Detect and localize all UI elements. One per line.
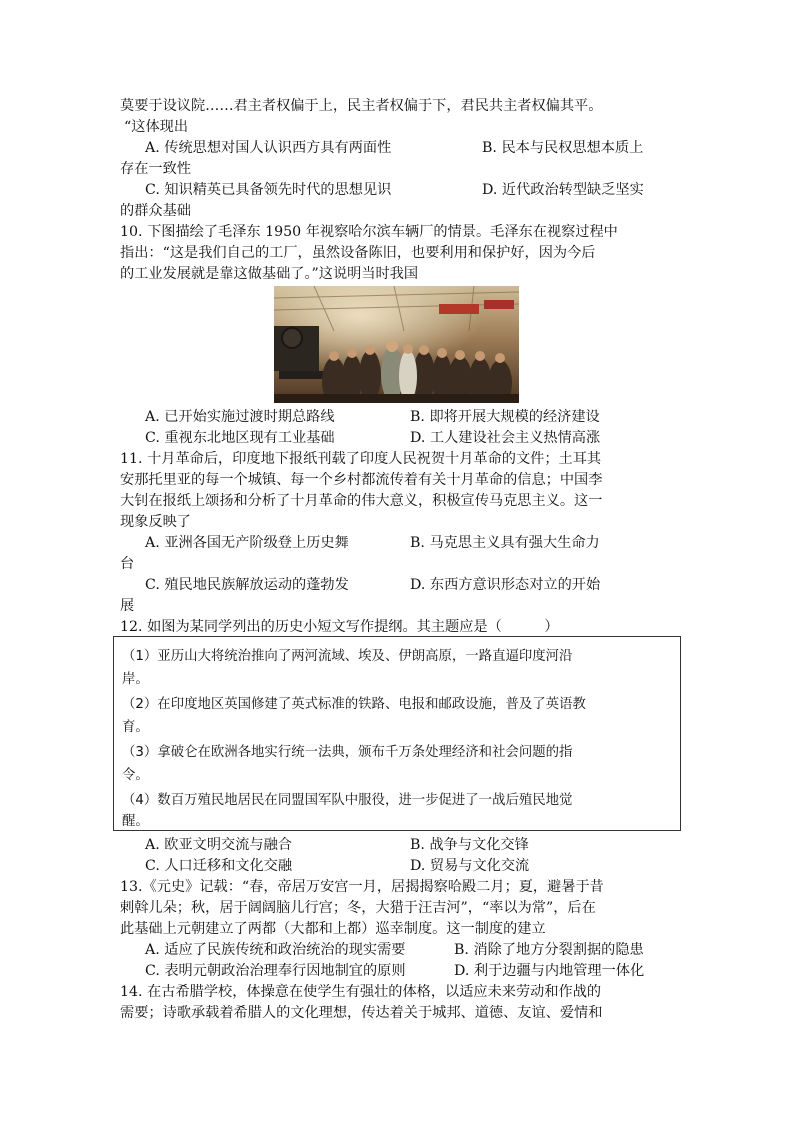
- q9-option-b: B. 民本与民权思想本质上: [482, 140, 644, 156]
- q10-stem-line: 10. 下图描绘了毛泽东 1950 年视察哈尔滨车辆厂的情景。毛泽东在视察过程中: [120, 224, 618, 240]
- q12-outline-item-wrap: 岸。: [122, 672, 149, 687]
- q11-stem-line: 大钊在报纸上颂扬和分析了十月革命的伟大意义，积极宣传马克思主义。这一: [120, 493, 603, 509]
- q12-option-a: A. 欧亚文明交流与融合: [145, 837, 292, 853]
- q10-stem-line: 的工业发展就是靠这做基础了。”这说明当时我国: [120, 266, 419, 282]
- q14-stem-line: 14. 在古希腊学校，体操意在使学生有强壮的体格，以适应未来劳动和作战的: [120, 984, 602, 1000]
- q12-outline-item: （1）亚历山大将统治推向了两河流域、埃及、伊朗高原，一路直逼印度河沿: [122, 649, 573, 664]
- q12-outline-item-wrap: 育。: [122, 720, 149, 735]
- q11-option-c-wrap: 展: [120, 598, 135, 614]
- q14-stem-line: 需要；诗歌承载着希腊人的文化理想，传达着关于城邦、道德、友谊、爱情和: [120, 1005, 603, 1021]
- q11-option-d: D. 东西方意识形态对立的开始: [410, 577, 601, 593]
- q9-option-b-wrap: 存在一致性: [120, 161, 191, 177]
- q13-stem-line: 此基础上元朝建立了两都（大都和上都）巡幸制度。这一制度的建立: [120, 921, 546, 937]
- q9-option-d: D. 近代政治转型缺乏坚实: [482, 182, 644, 198]
- q11-option-c: C. 殖民地民族解放运动的蓬勃发: [145, 577, 349, 593]
- q12-outline-item: （2）在印度地区英国修建了英式标准的铁路、电报和邮政设施，普及了英语教: [122, 697, 586, 712]
- q9-option-c: C. 知识精英已具备领先时代的思想见识: [145, 182, 392, 198]
- q13-stem-line: 13.《元史》记载：“春，帝居万安宫一月，居揭揭察哈殿二月；夏，避暑于昔: [120, 879, 604, 895]
- q13-option-a: A. 适应了民族传统和政治统治的现实需要: [145, 942, 406, 958]
- q12-outline-item-wrap: 醒。: [122, 814, 149, 829]
- q12-stem: 12. 如图为某同学列出的历史小短文写作提纲。其主题应是（ ）: [120, 619, 559, 635]
- q13-stem-line: 剌斡儿朵；秋，居于阔阔脑儿行宫；冬，大猎于汪吉河”，“率以为常”，后在: [120, 900, 596, 916]
- q12-outline-item: （4）数百万殖民地居民在同盟国军队中服役，进一步促进了一战后殖民地觉: [122, 793, 573, 808]
- q11-option-a: A. 亚洲各国无产阶级登上历史舞: [145, 535, 349, 551]
- factory-inspection-painting: [274, 286, 519, 403]
- q13-option-c: C. 表明元朝政治治理奉行因地制宜的原则: [145, 963, 406, 979]
- q13-option-d: D. 利于边疆与内地管理一体化: [454, 963, 645, 979]
- q11-stem-line: 11. 十月革命后，印度地下报纸刊载了印度人民祝贺十月革命的文件；土耳其: [120, 451, 602, 467]
- q13-option-b: B. 消除了地方分裂割据的隐患: [454, 942, 644, 958]
- q9-stem-line: 莫要于设议院……君主者权偏于上，民主者权偏于下，君民共主者权偏其平。: [120, 98, 603, 114]
- q10-option-d: D. 工人建设社会主义热情高涨: [410, 430, 601, 446]
- q11-stem-line: 安那托里亚的每一个城镇、每一个乡村都流传着有关十月革命的信息；中国李: [120, 472, 603, 488]
- q12-outline-box: [113, 636, 681, 831]
- q11-option-b: B. 马克思主义具有强大生命力: [410, 535, 600, 551]
- q9-option-d-wrap: 的群众基础: [120, 203, 191, 219]
- q11-option-a-wrap: 台: [120, 556, 135, 572]
- q12-option-c: C. 人口迁移和文化交融: [145, 858, 293, 874]
- q11-stem-line: 现象反映了: [120, 514, 191, 530]
- q12-option-d: D. 贸易与文化交流: [410, 858, 530, 874]
- q10-stem-line: 指出：“这是我们自己的工厂，虽然设备陈旧，也要利用和保护好，因为今后: [120, 245, 596, 261]
- q9-option-a: A. 传统思想对国人认识西方具有两面性: [145, 140, 392, 156]
- q12-outline-item: （3）拿破仑在欧洲各地实行统一法典，颁布千万条处理经济和社会问题的指: [122, 745, 573, 760]
- q12-outline-item-wrap: 令。: [122, 768, 149, 783]
- q12-option-b: B. 战争与文化交锋: [410, 837, 529, 853]
- q10-option-b: B. 即将开展大规模的经济建设: [410, 409, 600, 425]
- q9-stem-line: “这体现出: [124, 119, 189, 135]
- q10-option-c: C. 重视东北地区现有工业基础: [145, 430, 335, 446]
- q10-option-a: A. 已开始实施过渡时期总路线: [145, 409, 335, 425]
